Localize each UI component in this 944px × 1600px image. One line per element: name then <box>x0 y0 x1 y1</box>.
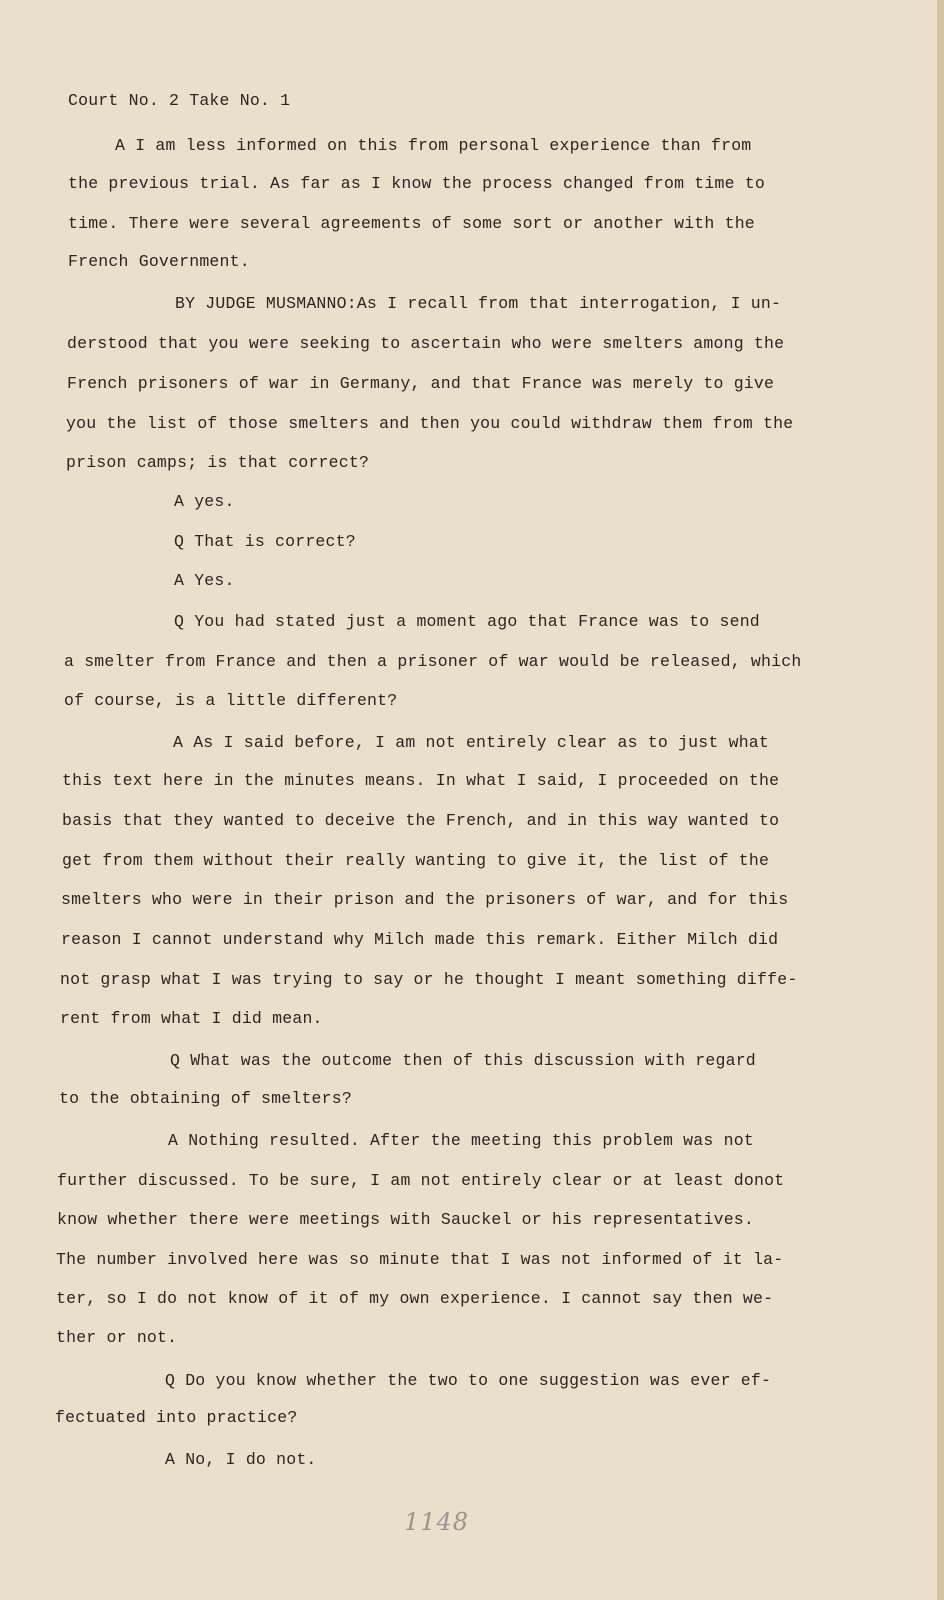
text-line: A No, I do not. <box>165 1450 317 1469</box>
page-number: 1148 <box>404 1508 470 1536</box>
text-line: fectuated into practice? <box>55 1408 298 1427</box>
text-line: French prisoners of war in Germany, and that France was merely to give <box>67 374 775 393</box>
text-line: to the obtaining of smelters? <box>59 1089 352 1108</box>
text-line: further discussed. To be sure, I am not entirely clear or at least donot <box>57 1171 785 1190</box>
text-line: French Government. <box>68 252 250 271</box>
text-line: A Yes. <box>174 571 235 590</box>
text-line: a smelter from France and then a prisoner of war would be released, which <box>64 652 802 671</box>
text-line: prison camps; is that correct? <box>66 453 370 472</box>
text-line: basis that they wanted to deceive the French, and in this way wanted to <box>62 811 780 830</box>
text-line: reason I cannot understand why Milch made this remark. Either Milch did <box>61 930 779 949</box>
text-line: A I am less informed on this from personal experience than from <box>115 136 752 155</box>
text-line: get from them without their really wanting to give it, the list of the <box>62 851 770 870</box>
text-line: ther or not. <box>56 1328 178 1347</box>
text-line: know whether there were meetings with Sauckel or his representatives. <box>57 1210 755 1229</box>
text-line: you the list of those smelters and then you could withdraw them from the <box>66 414 794 433</box>
text-line: time. There were several agreements of some sort or another with the <box>68 214 755 233</box>
header-line: Court No. 2 Take No. 1 <box>68 91 291 110</box>
text-line: A As I said before, I am not entirely clear as to just what <box>173 733 769 752</box>
text-line: Q Do you know whether the two to one suggestion was ever ef- <box>165 1371 772 1390</box>
text-line: BY JUDGE MUSMANNO:As I recall from that interrogation, I un- <box>175 294 782 313</box>
text-line: derstood that you were seeking to ascertain who were smelters among the <box>67 334 785 353</box>
text-line: this text here in the minutes means. In what I said, I proceeded on the <box>62 771 780 790</box>
text-line: smelters who were in their prison and the prisoners of war, and for this <box>61 890 789 909</box>
text-line: of course, is a little different? <box>64 691 398 710</box>
text-line: ter, so I do not know of it of my own experience. I cannot say then we- <box>56 1289 774 1308</box>
text-line: A yes. <box>174 492 235 511</box>
text-line: not grasp what I was trying to say or he thought I meant something diffe- <box>60 970 798 989</box>
text-line: The number involved here was so minute that I was not informed of it la- <box>56 1250 784 1269</box>
text-line: Q You had stated just a moment ago that France was to send <box>174 612 760 631</box>
text-line: the previous trial. As far as I know the process changed from time to <box>68 174 766 193</box>
text-line: A Nothing resulted. After the meeting this problem was not <box>168 1131 754 1150</box>
text-line: rent from what I did mean. <box>60 1009 323 1028</box>
text-line: Q That is correct? <box>174 532 356 551</box>
text-line: Q What was the outcome then of this discussion with regard <box>170 1051 756 1070</box>
